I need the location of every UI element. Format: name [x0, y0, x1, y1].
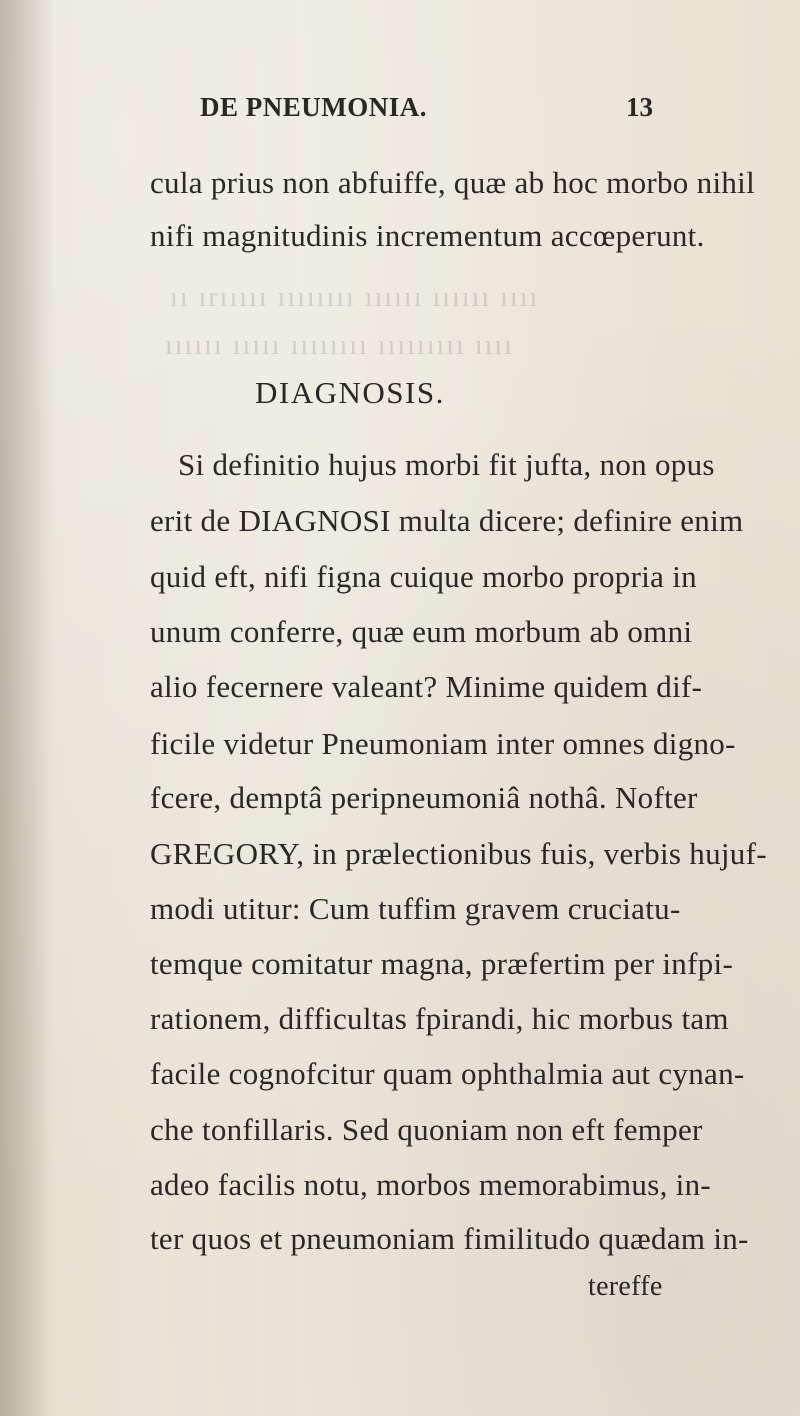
body-line: rationem, difficultas fpirandi, hic morbus tam: [150, 1001, 729, 1036]
gutter-shadow: [0, 0, 55, 1416]
body-line: unum conferre, quæ eum morbum ab omni: [150, 614, 693, 649]
body-line: ter quos et pneumoniam fimilitudo quædam in-: [150, 1221, 749, 1256]
body-line: alio fecernere valeant? Minime quidem dif-: [150, 669, 703, 704]
continuation-line-1: cula prius non abfuiffe, quæ ab hoc morbo nihil: [150, 165, 755, 200]
show-through-text: ıı ırııııı ıııııııı ıııııı ıııııı ıııı: [170, 282, 540, 313]
page-number: 13: [626, 92, 653, 122]
catchword: tereffe: [588, 1271, 663, 1302]
body-line: fcere, demptâ peripneumoniâ nothâ. Nofter: [150, 780, 698, 815]
body-line: che tonfillaris. Sed quoniam non eft femper: [150, 1112, 703, 1147]
page-header: [0, 92, 800, 132]
body-line: quid eft, nifi figna cuique morbo propria in: [150, 559, 697, 594]
body-line: Si definitio hujus morbi fit jufta, non opus: [178, 447, 715, 482]
body-line: ficile videtur Pneumoniam inter omnes digno-: [150, 726, 736, 761]
body-line: temque comitatur magna, præfertim per infpi-: [150, 946, 734, 981]
body-line: GREGORY, in prælectionibus fuis, verbis hujuf-: [150, 836, 767, 871]
continuation-line-2: nifi magnitudinis incrementum accœperunt.: [150, 218, 705, 253]
show-through-text: ıııııı ııııı ıııııııı ııııııııı ıııı: [165, 330, 514, 361]
body-line: modi utitur: Cum tuffim gravem cruciatu-: [150, 891, 681, 926]
running-title: DE PNEUMONIA.: [200, 92, 427, 122]
body-line: facile cognofcitur quam ophthalmia aut cynan-: [150, 1056, 745, 1091]
body-line: adeo facilis notu, morbos memorabimus, in-: [150, 1167, 712, 1202]
section-heading: DIAGNOSIS.: [255, 375, 445, 410]
body-line: erit de DIAGNOSI multa dicere; definire enim: [150, 503, 744, 538]
